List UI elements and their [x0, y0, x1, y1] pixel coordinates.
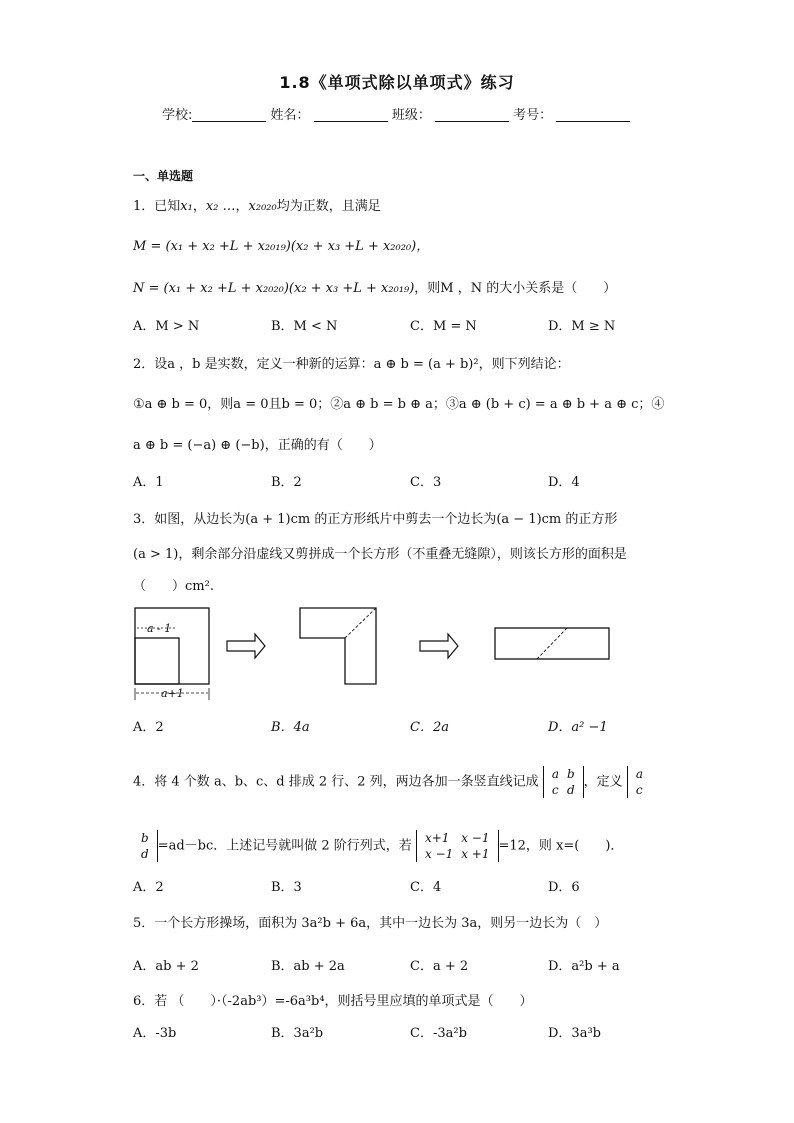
outer-dimension-label: a+1: [161, 687, 184, 700]
class-label: 班级：: [391, 108, 431, 123]
q1-option-c[interactable]: C．M = N: [410, 319, 477, 334]
name-label: 姓名：: [270, 108, 310, 123]
school-label: 学校:: [162, 108, 193, 123]
q3-line-3: （ ）cm².: [133, 579, 214, 594]
q1-intro: 1．已知x₁，x₂ …，x₂₀₂₀均为正数，且满足: [133, 199, 381, 214]
q3-option-c[interactable]: C．2a: [410, 720, 449, 735]
q2-line-2: ①a ⊕ b = 0，则a = 0且b = 0；②a ⊕ b = b ⊕ a；③a ⊕ (b + c) = a ⊕ b + a ⊕ c；④: [133, 397, 665, 412]
q6-line-1: 6．若 （ ）·（-2ab³）=-6a³b⁴，则括号里应填的单项式是（ ）: [133, 994, 533, 1009]
q3-line-1: 3．如图，从边长为(a + 1)cm 的正方形纸片中剪去一个边长为(a − 1)cm 的正方形: [133, 512, 618, 527]
q4-option-d[interactable]: D．6: [548, 880, 580, 895]
q4-determinant: x+1 x −1 x −1 x +1: [416, 830, 499, 862]
q4-option-a[interactable]: A．2: [133, 880, 164, 895]
page-title: 1.8《单项式除以单项式》练习: [279, 73, 515, 92]
q1-option-b[interactable]: B．M < N: [271, 319, 338, 334]
q2-option-a[interactable]: A．1: [133, 475, 164, 490]
q3-option-b[interactable]: B．4a: [271, 720, 310, 735]
q2-option-d[interactable]: D．4: [548, 475, 580, 490]
q6-option-d[interactable]: D．3a³b: [548, 1026, 601, 1041]
q5-option-a[interactable]: A．ab + 2: [133, 959, 199, 974]
arrow-icon: [420, 634, 458, 658]
q1-n-expression: N = (x₁ + x₂ +L + x₂₀₂₀)(x₂ + x₃ +L + x₂₀₁₉)，则M ，N 的大小关系是（ ）: [133, 281, 617, 296]
section-title: 一、单选题: [133, 169, 194, 183]
q6-option-c[interactable]: C．-3a²b: [410, 1026, 467, 1041]
l-shape-cut-line: [345, 608, 376, 638]
q2-line-3: a ⊕ b = (−a) ⊕ (−b)，正确的有（ ）: [133, 438, 382, 453]
school-blank[interactable]: [192, 107, 266, 122]
q6-option-b[interactable]: B．3a²b: [271, 1026, 324, 1041]
q4-option-c[interactable]: C．4: [410, 880, 442, 895]
rectangle-cut-line: [537, 628, 567, 659]
q4-option-b[interactable]: B．3: [271, 880, 302, 895]
q3-line-2: (a > 1)，剩余部分沿虚线又剪拼成一个长方形（不重叠无缝隙），则该长方形的面积是: [133, 547, 627, 562]
q1-m-expression: M = (x₁ + x₂ +L + x₂₀₁₉)(x₂ + x₃ +L + x₂₀₂₀)，: [133, 239, 430, 254]
arrow-icon: [227, 634, 265, 658]
q2-option-b[interactable]: B．2: [271, 475, 302, 490]
q3-option-a[interactable]: A．2: [133, 720, 164, 735]
q4-matrix-bd: b d: [133, 830, 158, 862]
q4-matrix-ac: a c: [627, 766, 651, 798]
q5-line-1: 5．一个长方形操场，面积为 3a²b + 6a，其中一边长为 3a，则另一边长为（ ）: [133, 916, 608, 931]
q5-option-d[interactable]: D．a²b + a: [548, 959, 620, 974]
q3-figure: [133, 604, 633, 704]
inner-square: [135, 638, 179, 684]
q2-option-c[interactable]: C．3: [410, 475, 442, 490]
exam-no-label: 考号：: [513, 108, 553, 123]
q4-matrix-abcd: a b c d: [543, 766, 584, 798]
q1-option-a[interactable]: A．M > N: [133, 319, 200, 334]
q1-option-d[interactable]: D．M ≥ N: [548, 319, 616, 334]
q3-option-d[interactable]: D．a² −1: [548, 720, 608, 735]
student-info-row: [162, 104, 630, 123]
q5-option-c[interactable]: C．a + 2: [410, 959, 469, 974]
outer-square: [135, 608, 209, 684]
q4-line-2: b d =ad－bc．上述记号就叫做 2 阶行列式，若 x+1 x −1 x −1 x +1 =12，则 x=( )．: [133, 830, 623, 862]
class-blank[interactable]: [435, 107, 509, 122]
q4-line-1: 4．将 4 个数 a、b、c、d 排成 2 行、2 列，两边各加一条竖直线记成 a b c d ，定义 a c: [133, 766, 651, 798]
name-blank[interactable]: [314, 107, 388, 122]
q6-option-a[interactable]: A．-3b: [133, 1026, 177, 1041]
q5-option-b[interactable]: B．ab + 2a: [271, 959, 345, 974]
inner-dimension-label: a - 1: [147, 622, 172, 635]
exam-no-blank[interactable]: [556, 107, 630, 122]
q2-line-1: 2．设a ，b 是实数，定义一种新的运算：a ⊕ b = (a + b)²，则下列结论：: [133, 357, 570, 372]
